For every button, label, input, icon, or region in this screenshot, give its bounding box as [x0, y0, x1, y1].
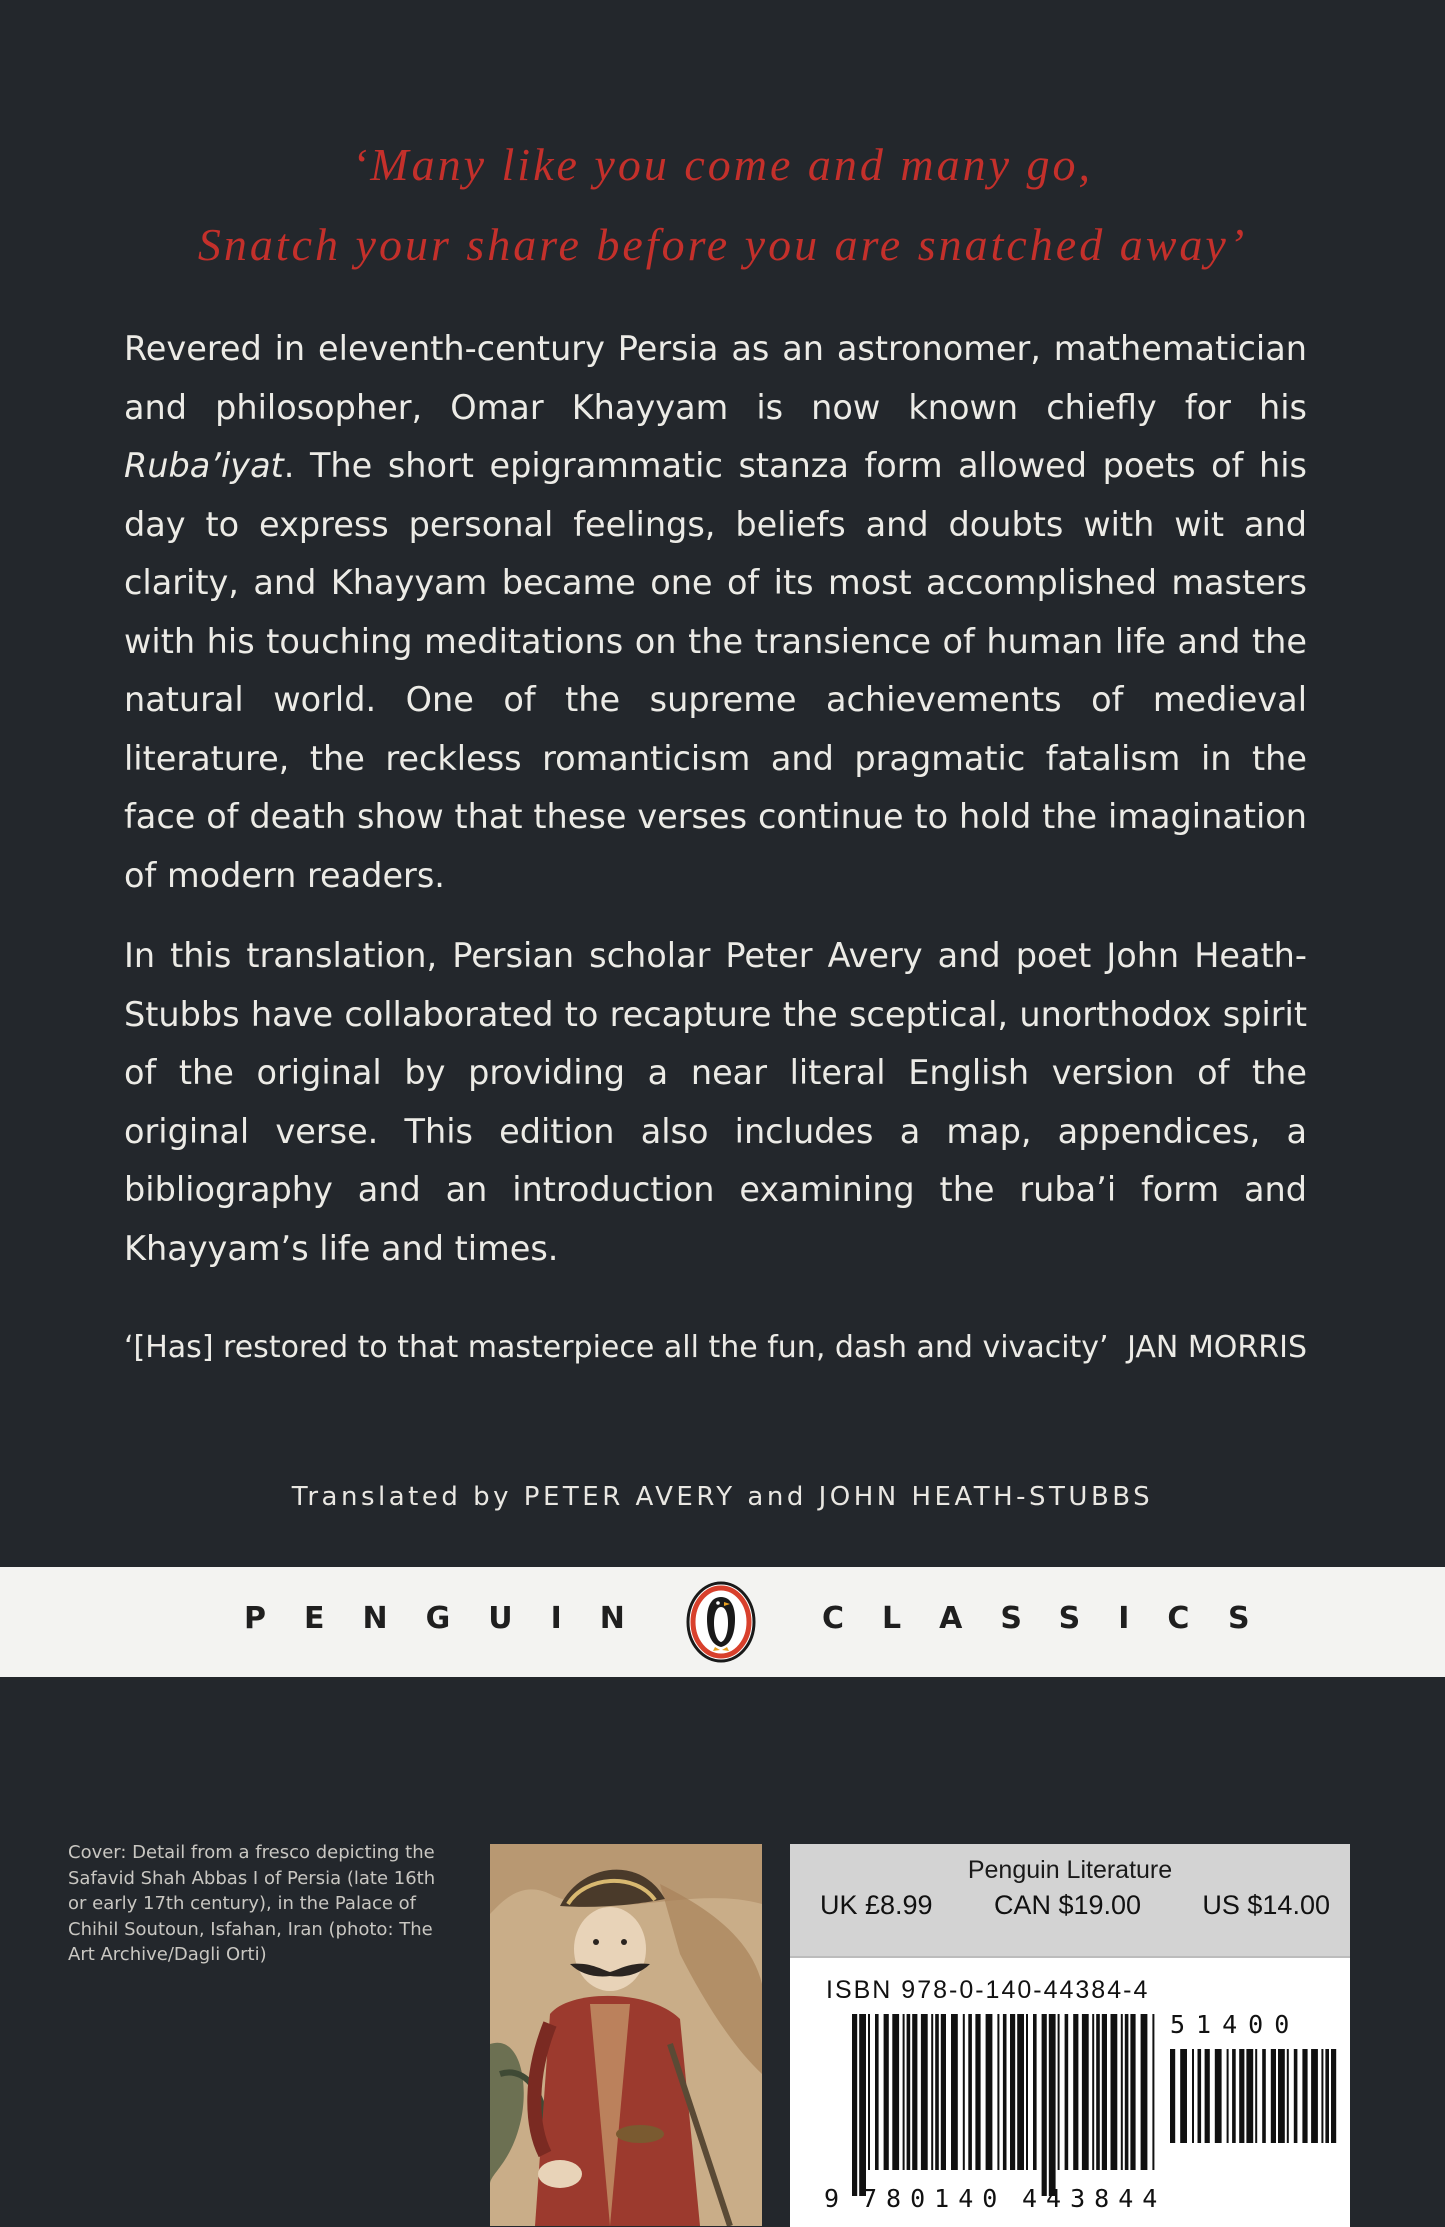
barcode-bar — [935, 2014, 939, 2170]
ean-barcode — [850, 2014, 1215, 2196]
barcode-bar — [1311, 2049, 1318, 2143]
barcode-bar — [884, 2014, 889, 2170]
barcode-bar — [1141, 2014, 1148, 2170]
barcode-bar — [859, 2014, 866, 2196]
barcode-bar — [968, 2014, 972, 2170]
barcode-bar — [921, 2014, 928, 2170]
barcode-bar — [903, 2014, 905, 2170]
barcode-bar — [1111, 2014, 1118, 2170]
price-barcode-box — [790, 1844, 1350, 2227]
barcode-bar — [1287, 2049, 1289, 2143]
description-p1-end: . The short epigrammatic stanza form allowed poets of his day to express personal feelings, beliefs and doubts with wit and clarity, and Khayyam became one of its most accomplished masters with his touching meditations on the transience of human life and the natural world. One of the supreme achievements of medieval literature, the reckless romanticism and pragmatic fatalism in the face of death show that these verses continue to hold the imagination of modern readers. — [124, 446, 1307, 895]
price-uk: UK £8.99 — [820, 1890, 933, 1920]
series-label-classics: CLASSICS — [822, 1601, 1288, 1636]
review-quote — [124, 1330, 1307, 1365]
barcode-bar — [1294, 2049, 1298, 2143]
barcode-bar — [1010, 2014, 1015, 2170]
cover-fresco-image — [490, 1844, 762, 2226]
description-paragraph-2: In this translation, Persian scholar Peter Avery and poet John Heath-Stubbs have collaborated to recapture the sceptical, unorthodox spirit of the original by providing a near literal English version of the original verse. This edition also includes a map, appendices, a bibliography and an introduction examining the ruba’i form and Khayyam’s life and times. — [124, 936, 1307, 1268]
series-band — [0, 1567, 1445, 1677]
barcode-bar — [1302, 2049, 1307, 2143]
barcode-bar — [1033, 2014, 1037, 2170]
translators-credit: Translated by PETER AVERY and JOHN HEATH-STUBBS — [291, 1482, 1154, 1512]
barcode-bar — [1017, 2014, 1024, 2170]
barcode-bar — [1180, 2049, 1187, 2143]
review-attribution: JAN MORRIS — [1127, 1330, 1307, 1365]
barcode-bar — [1102, 2014, 1107, 2170]
barcode-bar — [1049, 2014, 1056, 2196]
price-category: Penguin Literature — [967, 1856, 1173, 1884]
barcode-bar — [868, 2014, 870, 2170]
barcode-bar — [1192, 2049, 1194, 2143]
description-paragraph-1 — [124, 320, 1307, 905]
barcode-bar — [1246, 2049, 1253, 2143]
barcode-bar — [1058, 2014, 1060, 2170]
barcode-bar — [1198, 2049, 1202, 2143]
addon-barcode — [1168, 2049, 1338, 2209]
barcode-bar — [1152, 2014, 1154, 2170]
barcode-first-digit: 9 — [824, 2184, 840, 2213]
review-text: ‘[Has] restored to that masterpiece all the fun, dash and vivacity’ — [124, 1330, 1109, 1365]
barcode-bar — [1321, 2049, 1323, 2143]
isbn: ISBN 978-0-140-44384-4 — [826, 1976, 1150, 2004]
barcode-bar — [1073, 2014, 1078, 2170]
barcode-bar — [912, 2014, 917, 2170]
barcode-left-digits: 780140 — [862, 2184, 1007, 2213]
barcode-bar — [1205, 2049, 1210, 2143]
barcode-bar — [1271, 2049, 1276, 2143]
barcode-bar — [892, 2014, 899, 2170]
barcode-bar — [951, 2014, 958, 2170]
barcode-bar — [931, 2014, 933, 2170]
barcode-bar — [1227, 2049, 1229, 2143]
barcode-bar — [997, 2014, 999, 2170]
price-can: CAN $19.00 — [993, 1890, 1142, 1920]
book-title-italic: Ruba’iyat — [124, 446, 284, 485]
epigraph-line-2: Snatch your share before you are snatched away’ — [197, 219, 1248, 270]
barcode-bar — [1092, 2014, 1094, 2170]
description-p1-start: Revered in eleventh-century Persia as an astronomer, mathematician and philosopher, Omar Khayyam is now known chiefly for his — [124, 329, 1307, 427]
barcode-bar — [852, 2014, 857, 2196]
barcode-bar — [1239, 2049, 1244, 2143]
barcode-bar — [1096, 2014, 1100, 2170]
series-label-penguin: PENGUIN — [244, 1601, 663, 1636]
barcode-bar — [963, 2014, 965, 2170]
barcode-bar — [1042, 2014, 1047, 2196]
epigraph-line-1: ‘Many like you come and many go, — [351, 139, 1094, 190]
barcode-bar — [1325, 2049, 1329, 2143]
barcode-bar — [941, 2014, 946, 2170]
fresco-illustration — [490, 1844, 762, 2226]
barcode-bar — [975, 2014, 980, 2170]
price-row — [820, 1890, 1330, 1921]
barcode-bar — [875, 2014, 879, 2170]
barcode-bar — [1125, 2014, 1129, 2170]
cover-caption: Cover: Detail from a fresco depicting the Safavid Shah Abbas I of Persia (late 16th or early 17th century), in the Palace of Chihil Soutoun, Isfahan, Iran (photo: The Art Archive/Dagli Orti) — [68, 1842, 436, 1965]
barcode-bar — [1215, 2049, 1222, 2143]
barcode-right-digits: 443844 — [1022, 2184, 1167, 2213]
barcode-bar — [1232, 2049, 1236, 2143]
barcode-bar — [1278, 2049, 1285, 2143]
barcode-bar — [1026, 2014, 1028, 2170]
barcode-bar — [1331, 2049, 1336, 2143]
book-description — [124, 320, 1307, 1300]
price-header — [790, 1844, 1350, 1958]
barcode-addon-digits: 51400 — [1170, 2010, 1301, 2039]
barcode-bar — [1255, 2049, 1257, 2143]
barcode-bar — [1082, 2014, 1089, 2170]
epigraph — [0, 125, 1445, 285]
price-us: US $14.00 — [1202, 1890, 1330, 1920]
barcode-bar — [986, 2014, 993, 2170]
barcode-bar — [907, 2014, 911, 2170]
barcode-bar — [1130, 2014, 1135, 2170]
barcode-bar — [1121, 2014, 1123, 2170]
penguin-logo-icon — [680, 1581, 762, 1663]
barcode-bar — [1262, 2049, 1266, 2143]
barcode-bar — [1170, 2049, 1175, 2143]
barcode-bar — [1003, 2014, 1007, 2170]
barcode-bar — [1065, 2014, 1069, 2170]
